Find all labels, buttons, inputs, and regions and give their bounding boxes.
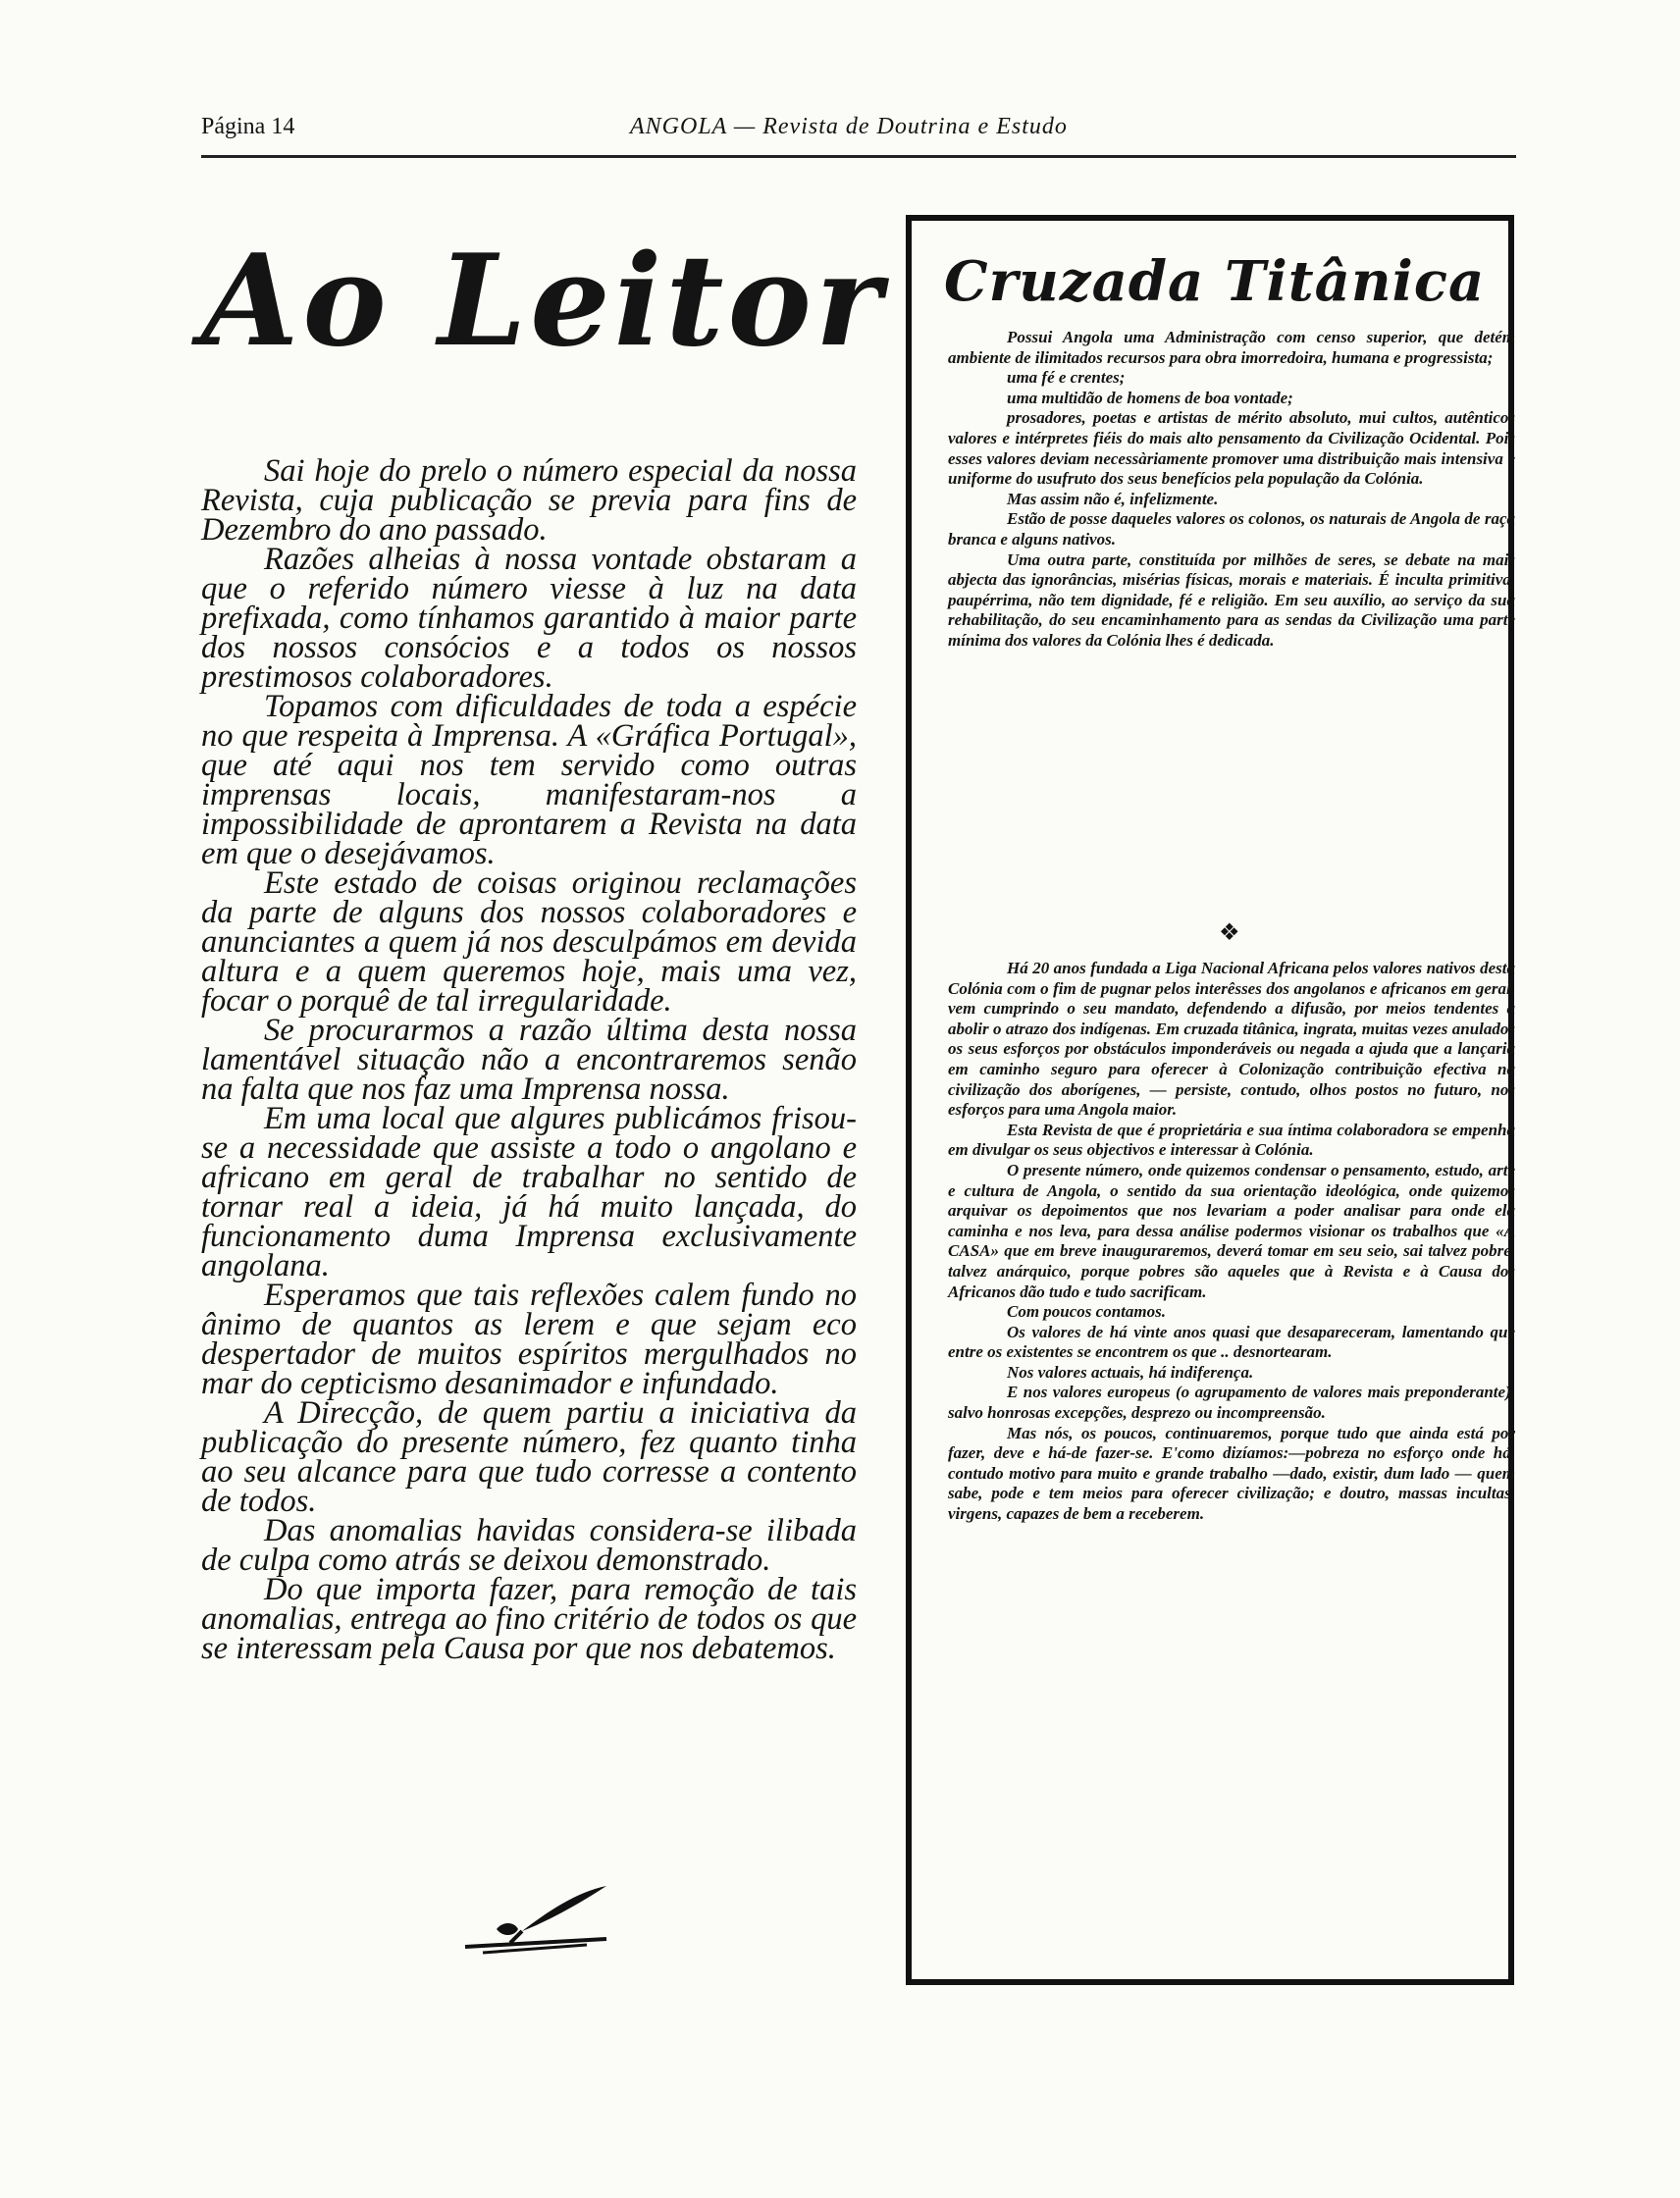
paragraph: O presente número, onde quizemos condensar o pensamento, estudo, arte e cultura de Angola, o sentido da sua orientação ideológica, onde quizemos arquivar os depoimentos que nos levariam a poder analisar para onde ela caminha e nos leva, para dessa análise podermos visionar os trabalhos que «A CASA» que em breve inauguraremos, deverá tomar em seu seio, sai talvez pobre, talvez anárquico, porque pobres são aqueles que à Revista e à Causa dos Africanos dão tudo e tudo sacrificam.: [948, 1160, 1515, 1301]
paragraph: Mas assim não é, infelizmente.: [1007, 489, 1219, 508]
journal-title: ANGOLA — Revista de Doutrina e Estudo: [630, 114, 1068, 139]
paragraph: Do que importa fazer, para remoção de tais anomalias, entrega ao fino critério de todos os que se interessam pela Causa por que nos debatemos.: [201, 1572, 857, 1666]
paragraph: prosadores, poetas e artistas de mérito absoluto, mui cultos, autênticos valores e intérpretes fiéis do mais alto pensamento da Civilização Ocidental. Pois esses valores deviam necessàriamente promover uma distribuição mais intensiva e uniforme do usufruto dos seus benefícios pela população da Colónia.: [948, 408, 1515, 489]
paragraph: Com poucos contamos.: [1007, 1302, 1166, 1322]
ornament-divider-icon: ❖: [1219, 920, 1240, 946]
paragraph: Das anomalias havidas considera-se ilibada de culpa como atrás se deixou demonstrado.: [201, 1513, 857, 1578]
paragraph: Sai hoje do prelo o número especial da nossa Revista, cuja publicação se previa para fins de Dezembro do ano passado.: [201, 453, 857, 548]
paragraph: Mas nós, os poucos, continuaremos, porque tudo que ainda está por fazer, deve e há-de fazer-se. E'como dizíamos:—pobreza no esforço onde há, contudo motivo para muito e grande trabalho —dado, existir, dum lado — quem sabe, pode e tem meios para oferecer civilização; e doutro, massas incultas, virgens, capazes de bem a receberem.: [948, 1423, 1515, 1524]
paragraph: A Direcção, de quem partiu a iniciativa da publicação do presente número, fez quanto tinha ao seu alcance para que tudo corresse a contento de todos.: [201, 1395, 857, 1519]
paragraph: Razões alheias à nossa vontade obstaram a que o referido número viesse à luz na data prefixada, como tínhamos garantido à maior parte dos nossos consócios e a todos os nossos prestimosos colaboradores.: [201, 542, 857, 695]
paragraph: uma multidão de homens de boa vontade;: [1007, 388, 1293, 407]
paragraph: Se procurarmos a razão última desta nossa lamentável situação não a encontraremos senão na falta que nos faz uma Imprensa nossa.: [201, 1013, 857, 1107]
paragraph: Uma outra parte, constituída por milhões de seres, se debate na mais abjecta das ignorâncias, misérias físicas, morais e materiais. É inculta primitiva, paupérrima, não tem dignidade, fé e religião. Em seu auxílio, ao serviço da sua rehabilitação, do seu encaminhamento para as sendas da Civilização uma parte mínima dos valores da Colónia lhes é dedicada.: [948, 550, 1515, 650]
paragraph: Nos valores actuais, há indiferença.: [1007, 1362, 1254, 1382]
paragraph: Estão de posse daqueles valores os colonos, os naturais de Angola de raça branca e alguns nativos.: [948, 509, 1515, 549]
paragraph: Em uma local que algures publicámos frisou-se a necessidade que assiste a todo o angolano e africano em geral de trabalhar no sentido de tornar real a ideia, já há muito lançada, do funcionamento duma Imprensa exclusivamente angolana.: [201, 1101, 857, 1283]
article-title-cruzada-titanica: Cruzada Titânica: [944, 249, 1486, 314]
article-title-ao-leitor: Ao Leitor: [201, 228, 886, 375]
article-body-ao-leitor: [201, 453, 857, 1666]
page-number: Página 14: [201, 114, 295, 139]
boxed-article-body-part-1: [948, 328, 1515, 652]
boxed-article-body-part-2: [948, 959, 1515, 1525]
paragraph: Este estado de coisas originou reclamações da parte de alguns dos nossos colaboradores e anunciantes a quem já nos desculpámos em devida altura e a quem queremos hoje, mais uma vez, focar o porquê de tal irregularidade.: [201, 865, 857, 1019]
paragraph: Há 20 anos fundada a Liga Nacional Africana pelos valores nativos desta Colónia com o fim de pugnar pelos interêsses dos angolanos e africanos em geral, vem cumprindo o seu mandato, defendendo a difusão, por meios tendentes a abolir o atrazo dos indígenas. Em cruzada titânica, ingrata, muitas vezes anulados os seus esforços por obstáculos imponderáveis ou negada a ajuda que a lançaria em caminho seguro para oferecer à Colonização contribuição efectiva na civilização dos aborígenes, — persiste, contudo, olhos postos no futuro, nos esforços para uma Angola maior.: [948, 959, 1515, 1120]
quill-pen-icon: [459, 1882, 612, 1955]
paragraph: Esperamos que tais reflexões calem fundo no ânimo de quantos as lerem e que sejam eco despertador de muitos espíritos mergulhados no mar do cepticismo desanimador e infundado.: [201, 1278, 857, 1401]
paragraph: E nos valores europeus (o agrupamento de valores mais preponderante), salvo honrosas excepções, desprezo ou incompreensão.: [948, 1383, 1515, 1423]
header-rule: [201, 155, 1516, 158]
paragraph: Possui Angola uma Administração com censo superior, que detém ambiente de ilimitados recursos para obra imorredoira, humana e progressista;: [948, 328, 1515, 367]
paragraph: Topamos com dificuldades de toda a espécie no que respeita à Imprensa. A «Gráfica Portugal», que até aqui nos tem servido como outras imprensas locais, manifestaram-nos a impossibilidade de aprontarem a Revista na data em que o desejávamos.: [201, 689, 857, 871]
paragraph: uma fé e crentes;: [1007, 368, 1126, 388]
paragraph: Os valores de há vinte anos quasi que desapareceram, lamentando que entre os existentes se encontrem os que .. desnortearam.: [948, 1322, 1515, 1362]
paragraph: Esta Revista de que é proprietária e sua íntima colaboradora se empenha em divulgar os seus objectivos e interessar à Colónia.: [948, 1120, 1515, 1160]
